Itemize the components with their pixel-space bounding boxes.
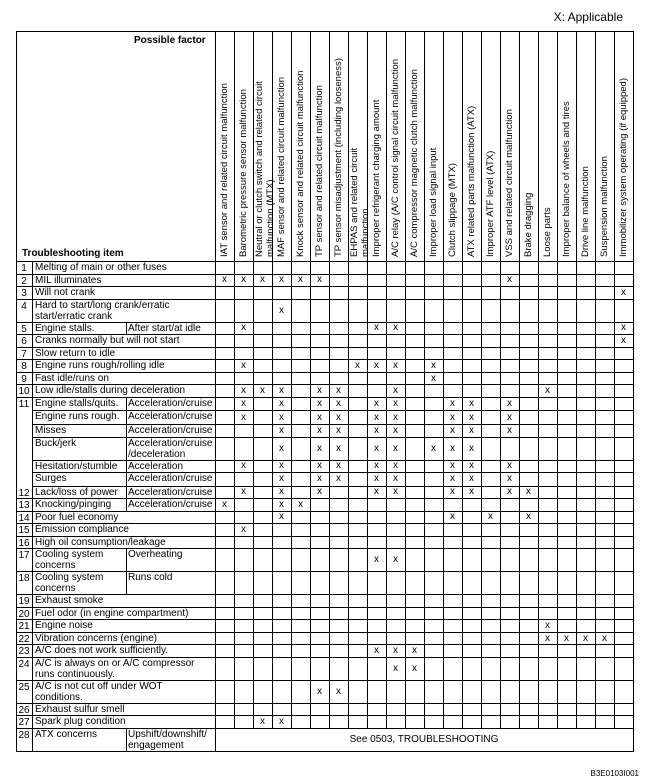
condition: Overheating xyxy=(128,549,183,561)
row-number: 18 xyxy=(18,573,30,585)
grid-line xyxy=(32,372,33,385)
applicable-mark: x xyxy=(241,398,246,410)
applicable-mark: x xyxy=(469,424,474,436)
applicable-mark: x xyxy=(393,554,398,566)
grid-line xyxy=(32,424,33,437)
grid-line xyxy=(126,548,127,571)
grid-line xyxy=(126,460,127,473)
applicable-mark: x xyxy=(469,442,474,454)
troubleshooting-item: Cranks normally but will not start xyxy=(35,335,180,347)
troubleshooting-item: Engine runs rough. xyxy=(35,411,120,423)
troubleshooting-item: Melting of main or other fuses xyxy=(35,262,167,273)
applicable-mark: x xyxy=(241,486,246,498)
troubleshooting-item: Lack/loss of power xyxy=(35,486,118,498)
applicable-mark: x xyxy=(621,334,626,346)
troubleshooting-item: MIL illuminates xyxy=(35,274,102,286)
applicable-mark: x xyxy=(222,498,227,510)
troubleshooting-item: Engine stalls/quits. xyxy=(35,397,119,409)
troubleshooting-item: Spark plug condition xyxy=(35,716,126,728)
grid-line xyxy=(126,424,127,437)
possible-factor-label: Possible factor xyxy=(134,35,206,46)
factor-header: TP sensor and related circuit malfunction xyxy=(314,85,325,257)
applicable-mark: x xyxy=(374,411,379,423)
applicable-mark: x xyxy=(336,685,341,697)
troubleshooting-item: Hesitation/stumble xyxy=(35,460,118,472)
grid-line xyxy=(443,31,444,751)
row-number: 21 xyxy=(18,621,30,633)
row-number: 24 xyxy=(18,658,30,670)
grid-line xyxy=(32,299,33,322)
applicable-mark: x xyxy=(279,460,284,472)
row-number: 14 xyxy=(18,512,30,524)
grid-line xyxy=(32,410,33,424)
applicable-mark: x xyxy=(317,424,322,436)
applicable-mark: x xyxy=(336,385,341,397)
applicable-mark: x xyxy=(507,424,512,436)
applicable-mark: x xyxy=(241,385,246,397)
row-number: 15 xyxy=(18,525,30,537)
applicable-mark: x xyxy=(621,286,626,298)
condition: Acceleration/cruise xyxy=(128,411,213,423)
troubleshooting-item: Cooling system concerns xyxy=(35,572,104,595)
factor-header: MAF sensor and related circuit malfunction xyxy=(276,76,287,257)
grid-line xyxy=(32,728,33,751)
applicable-mark: x xyxy=(374,554,379,566)
factor-header: Neutral or clutch switch and related circuit malfunction (MTX) xyxy=(254,81,276,257)
applicable-mark: x xyxy=(374,322,379,334)
applicable-mark: x xyxy=(450,473,455,485)
applicable-mark: x xyxy=(545,620,550,632)
applicable-mark: x xyxy=(526,511,531,523)
grid-line xyxy=(215,31,216,751)
applicable-mark: x xyxy=(450,511,455,523)
applicable-mark: x xyxy=(450,398,455,410)
applicable-mark: x xyxy=(241,524,246,535)
applicable-mark: x xyxy=(241,411,246,423)
grid-line xyxy=(32,359,33,372)
applicable-mark: x xyxy=(602,632,607,644)
applicable-mark: x xyxy=(317,442,322,454)
applicable-mark: x xyxy=(374,442,379,454)
troubleshooting-item: Knocking/pinging xyxy=(35,499,112,511)
row-number: 6 xyxy=(21,336,27,348)
grid-line xyxy=(481,31,482,751)
condition: Upshift/downshift/ engagement xyxy=(128,729,207,751)
grid-line xyxy=(500,31,501,751)
grid-line xyxy=(126,472,127,486)
troubleshooting-item: Engine stalls. xyxy=(35,322,95,334)
applicable-mark: x xyxy=(393,442,398,454)
applicable-mark: x xyxy=(621,322,626,334)
row-number: 16 xyxy=(18,537,30,549)
row-number: 9 xyxy=(21,373,27,385)
grid-line xyxy=(32,286,33,299)
grid-line xyxy=(32,657,33,680)
factor-header: Improper refrigerant charging amount xyxy=(371,99,382,257)
note-text: See 0503, TROUBLESHOOTING xyxy=(349,734,499,745)
grid-line xyxy=(633,31,634,751)
condition: Acceleration/cruise xyxy=(128,424,213,436)
applicable-mark: x xyxy=(336,460,341,472)
troubleshooting-item: Fuel odor (in engine compartment) xyxy=(35,607,189,619)
applicable-mark: x xyxy=(241,359,246,371)
row-number: 10 xyxy=(18,386,30,398)
applicable-mark: x xyxy=(393,359,398,371)
applicable-mark: x xyxy=(279,398,284,410)
grid-line xyxy=(32,486,33,499)
troubleshooting-item: Exhaust sulfur smell xyxy=(35,703,125,715)
factor-header: A/C compressor magnetic clutch malfunction xyxy=(409,69,420,257)
grid-line xyxy=(126,322,127,335)
factor-header: Knock sensor and related circuit malfunction xyxy=(295,70,306,257)
applicable-mark: x xyxy=(279,498,284,510)
troubleshooting-item-label: Troubleshooting item xyxy=(22,248,124,259)
applicable-mark: x xyxy=(469,473,474,485)
row-number: 23 xyxy=(18,646,30,658)
condition: Acceleration/cruise xyxy=(128,499,213,511)
applicable-mark: x xyxy=(355,359,360,371)
troubleshooting-item: Exhaust smoke xyxy=(35,595,104,607)
applicable-mark: x xyxy=(374,460,379,472)
applicable-mark: x xyxy=(279,511,284,523)
condition: Acceleration/cruise xyxy=(128,486,213,498)
grid-line xyxy=(126,486,127,499)
grid-line xyxy=(424,31,425,751)
factor-header: EHPAS and related circuit malfunction xyxy=(349,147,371,257)
applicable-mark: x xyxy=(393,460,398,472)
applicable-mark: x xyxy=(488,511,493,523)
grid-line xyxy=(32,632,33,645)
factor-header: ATX related parts malfunction (ATX) xyxy=(466,105,477,257)
grid-line xyxy=(32,536,33,549)
grid-line xyxy=(32,619,33,632)
applicable-mark: x xyxy=(393,398,398,410)
grid-line xyxy=(405,31,406,751)
applicable-mark: x xyxy=(241,460,246,472)
applicable-mark: x xyxy=(507,398,512,410)
applicable-mark: x xyxy=(469,398,474,410)
applicable-mark: x xyxy=(431,359,436,371)
grid-line xyxy=(32,607,33,620)
applicable-mark: x xyxy=(545,632,550,644)
applicable-mark: x xyxy=(279,442,284,454)
applicable-mark: x xyxy=(412,645,417,657)
troubleshooting-item: A/C does not work sufficiently. xyxy=(35,645,169,657)
applicable-mark: x xyxy=(317,473,322,485)
applicable-mark: x xyxy=(317,685,322,697)
grid-line xyxy=(32,274,33,287)
grid-line xyxy=(614,31,615,751)
applicable-mark: x xyxy=(279,424,284,436)
applicable-mark: x xyxy=(279,411,284,423)
grid-line xyxy=(32,347,33,360)
row-number: 7 xyxy=(21,348,27,360)
row-number: 11 xyxy=(18,398,30,410)
row-number: 17 xyxy=(18,550,30,562)
applicable-mark: x xyxy=(393,385,398,397)
applicable-mark: x xyxy=(279,304,284,316)
condition: Acceleration/cruise xyxy=(128,473,213,485)
grid-line xyxy=(32,644,33,657)
grid-line xyxy=(32,548,33,571)
grid-line xyxy=(126,397,127,411)
troubleshooting-item: Misses xyxy=(35,424,67,436)
grid-line xyxy=(126,571,127,594)
factor-header: Barometric pressure sensor malfunction xyxy=(238,89,249,257)
row-number: 8 xyxy=(21,361,27,373)
factor-header: Drive line malfunction xyxy=(580,166,591,257)
factor-header: IAT sensor and related circuit malfunction xyxy=(219,83,230,257)
factor-header: VSS and related circuit malfunction xyxy=(504,109,515,257)
grid-line xyxy=(348,31,349,751)
applicable-mark: x xyxy=(450,411,455,423)
troubleshooting-item: Emission compliance xyxy=(35,524,129,536)
applicable-mark: x xyxy=(336,473,341,485)
grid-line xyxy=(32,261,33,274)
factor-header: Loose parts xyxy=(542,207,553,257)
troubleshooting-item: Poor fuel economy xyxy=(35,511,119,523)
troubleshooting-item: A/C is always on or A/C compressor runs continuously. xyxy=(35,657,195,680)
applicable-mark: x xyxy=(222,274,227,286)
row-number: 22 xyxy=(18,633,30,645)
applicable-mark: x xyxy=(450,442,455,454)
applicable-mark: x xyxy=(317,460,322,472)
troubleshooting-item: Will not crank xyxy=(35,287,96,299)
applicable-mark: x xyxy=(241,274,246,286)
applicable-mark: x xyxy=(393,662,398,674)
row-number: 12 xyxy=(18,487,30,499)
row-number: 1 xyxy=(21,263,27,274)
applicable-mark: x xyxy=(260,385,265,397)
factor-header: Suspension malfunction xyxy=(599,156,610,257)
applicable-mark: x xyxy=(450,460,455,472)
applicable-mark: x xyxy=(317,411,322,423)
grid-line xyxy=(32,498,33,511)
troubleshooting-item: Vibration concerns (engine) xyxy=(35,632,158,644)
troubleshooting-item: Cooling system concerns xyxy=(35,549,104,572)
grid-line xyxy=(32,594,33,607)
row-number: 27 xyxy=(18,717,30,729)
grid-line xyxy=(32,472,33,486)
applicable-mark: x xyxy=(260,716,265,728)
troubleshooting-item: Engine noise xyxy=(35,620,93,632)
row-number: 3 xyxy=(21,288,27,300)
grid-line xyxy=(291,31,292,751)
applicable-mark: x xyxy=(564,632,569,644)
grid-line xyxy=(32,437,33,460)
row-number: 28 xyxy=(18,730,30,741)
grid-line xyxy=(32,322,33,335)
factor-header: Improper balance of wheels and tires xyxy=(561,101,572,257)
applicable-mark: x xyxy=(469,486,474,498)
applicable-mark: x xyxy=(279,385,284,397)
applicable-mark: x xyxy=(469,411,474,423)
applicable-mark: x xyxy=(393,411,398,423)
applicable-mark: x xyxy=(374,398,379,410)
troubleshooting-item: ATX concerns xyxy=(35,729,98,740)
row-number: 2 xyxy=(21,275,27,287)
applicable-mark: x xyxy=(279,716,284,728)
troubleshooting-item: Slow return to idle xyxy=(35,347,116,359)
applicable-mark: x xyxy=(393,424,398,436)
applicable-mark: x xyxy=(336,442,341,454)
legend-applicable: X: Applicable xyxy=(553,10,623,24)
applicable-mark: x xyxy=(393,645,398,657)
grid-line xyxy=(32,703,33,716)
applicable-mark: x xyxy=(336,398,341,410)
applicable-mark: x xyxy=(507,486,512,498)
grid-line xyxy=(32,384,33,397)
grid-line xyxy=(519,31,520,751)
applicable-mark: x xyxy=(431,372,436,384)
applicable-mark: x xyxy=(374,359,379,371)
grid-line xyxy=(126,728,127,751)
applicable-mark: x xyxy=(412,662,417,674)
applicable-mark: x xyxy=(583,632,588,644)
applicable-mark: x xyxy=(507,473,512,485)
grid-line xyxy=(126,410,127,424)
row-number: 26 xyxy=(18,704,30,716)
grid-line xyxy=(126,498,127,511)
applicable-mark: x xyxy=(393,322,398,334)
condition: After start/at idle xyxy=(128,322,201,334)
grid-line xyxy=(32,334,33,347)
grid-line xyxy=(32,715,33,728)
applicable-mark: x xyxy=(317,385,322,397)
condition: Runs cold xyxy=(128,572,173,584)
applicable-mark: x xyxy=(279,486,284,498)
applicable-mark: x xyxy=(507,274,512,286)
row-number: 25 xyxy=(18,681,30,693)
applicable-mark: x xyxy=(507,411,512,423)
applicable-mark: x xyxy=(374,645,379,657)
row-number: 4 xyxy=(21,300,27,312)
factor-header: A/C relay (A/C control signal circuit malfunction xyxy=(390,59,401,257)
grid-line xyxy=(462,31,463,751)
row-number: 5 xyxy=(21,323,27,335)
applicable-mark: x xyxy=(526,486,531,498)
troubleshooting-item: High oil consumption/leakage xyxy=(35,536,166,548)
applicable-mark: x xyxy=(336,411,341,423)
applicable-mark: x xyxy=(374,424,379,436)
applicable-mark: x xyxy=(298,274,303,286)
applicable-mark: x xyxy=(317,398,322,410)
grid-line xyxy=(16,751,633,752)
factor-header: Improper ATF level (ATX) xyxy=(485,150,496,257)
grid-line xyxy=(32,523,33,536)
troubleshooting-table xyxy=(16,31,633,751)
applicable-mark: x xyxy=(450,486,455,498)
applicable-mark: x xyxy=(507,460,512,472)
grid-line xyxy=(367,31,368,751)
troubleshooting-item: Surges xyxy=(35,473,67,485)
row-number: 20 xyxy=(18,608,30,620)
applicable-mark: x xyxy=(241,322,246,334)
grid-line xyxy=(126,437,127,460)
factor-header: Clutch slippage (MTX) xyxy=(447,163,458,257)
troubleshooting-item: Hard to start/long crank/erratic start/erratic crank xyxy=(35,299,170,322)
grid-line xyxy=(32,680,33,703)
applicable-mark: x xyxy=(393,473,398,485)
applicable-mark: x xyxy=(317,274,322,286)
factor-header: TP sensor misadjustment (including looseness) xyxy=(333,58,344,257)
applicable-mark: x xyxy=(279,274,284,286)
applicable-mark: x xyxy=(374,473,379,485)
applicable-mark: x xyxy=(450,424,455,436)
grid-line xyxy=(16,31,633,32)
applicable-mark: x xyxy=(260,274,265,286)
troubleshooting-item: Buck/jerk xyxy=(35,437,77,449)
applicable-mark: x xyxy=(374,486,379,498)
row-number: 19 xyxy=(18,596,30,608)
condition: Acceleration/cruise /deceleration xyxy=(128,437,213,460)
troubleshooting-item: Fast idle/runs on xyxy=(35,372,109,384)
grid-line xyxy=(32,460,33,473)
grid-line xyxy=(32,397,33,411)
grid-line xyxy=(32,571,33,594)
condition: Acceleration/cruise xyxy=(128,397,213,409)
troubleshooting-item: A/C is not cut off under WOT conditions. xyxy=(35,680,163,703)
applicable-mark: x xyxy=(469,460,474,472)
applicable-mark: x xyxy=(431,442,436,454)
factor-header: Brake dragging xyxy=(523,192,534,257)
row-number: 13 xyxy=(18,500,30,512)
grid-line xyxy=(32,511,33,524)
applicable-mark: x xyxy=(298,498,303,510)
factor-header: Immobilizer system operating (if equipped) xyxy=(618,78,629,257)
troubleshooting-item: Engine runs rough/rolling idle xyxy=(35,360,165,372)
factor-header: Improper load signal input xyxy=(428,147,439,257)
applicable-mark: x xyxy=(545,385,550,397)
troubleshooting-item: Low idle/stalls during deceleration xyxy=(35,385,186,397)
figure-code: B3E0103I001 xyxy=(590,769,639,778)
applicable-mark: x xyxy=(317,486,322,498)
applicable-mark: x xyxy=(279,473,284,485)
applicable-mark: x xyxy=(393,486,398,498)
condition: Acceleration xyxy=(128,460,184,472)
applicable-mark: x xyxy=(336,424,341,436)
